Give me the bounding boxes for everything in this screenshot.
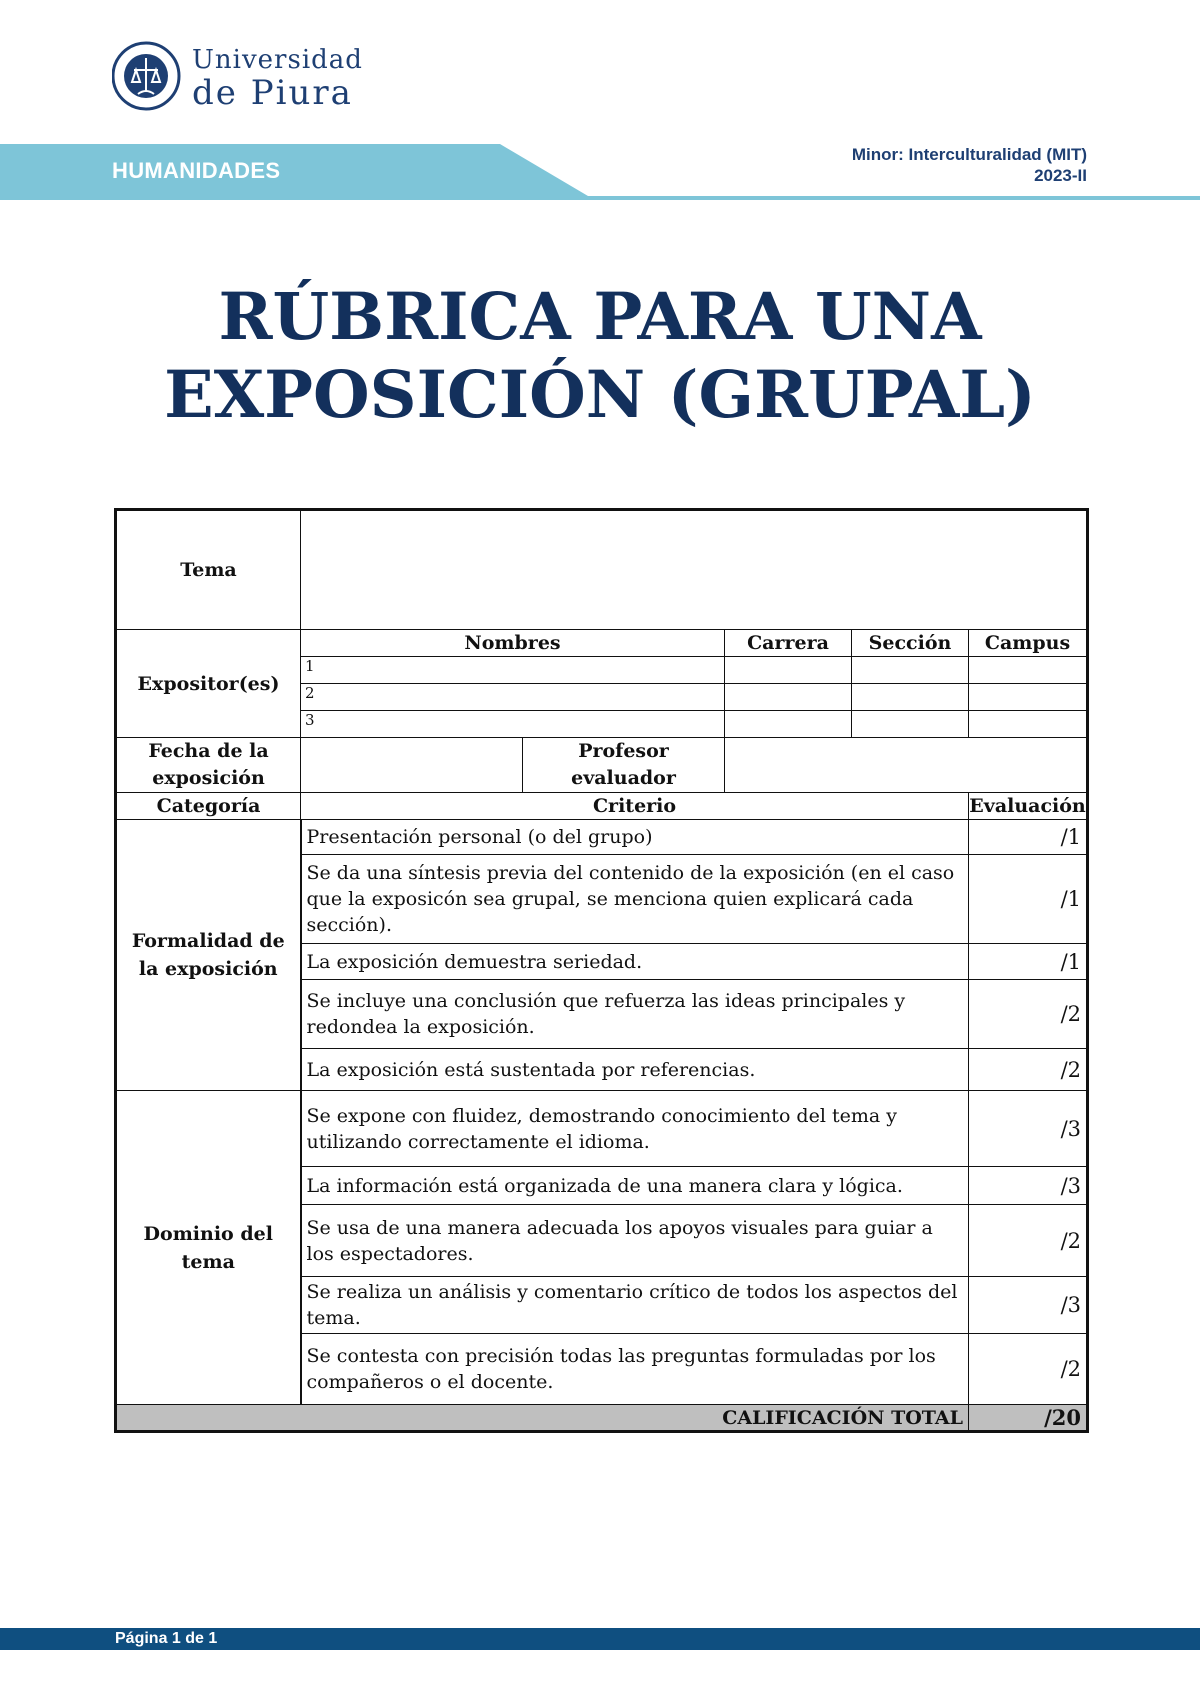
profesor-field[interactable]: [725, 738, 1088, 793]
criterion-score[interactable]: /3: [969, 1277, 1088, 1334]
tema-label: Tema: [116, 510, 301, 630]
total-label: CALIFICACIÓN TOTAL: [116, 1405, 969, 1432]
fecha-label: Fecha de la exposición: [116, 738, 301, 793]
tema-field[interactable]: [301, 510, 1088, 630]
minor-line: Minor: Interculturalidad (MIT): [851, 145, 1087, 164]
campus-field[interactable]: [969, 711, 1088, 738]
col-carrera: Carrera: [725, 630, 852, 657]
criterion-score[interactable]: /1: [969, 820, 1088, 855]
carrera-field[interactable]: [725, 711, 852, 738]
criterion-text: Se contesta con precisión todas las preguntas formuladas por los compañeros o el docente.: [301, 1334, 969, 1405]
page-number: Página 1 de 1: [115, 1630, 218, 1647]
minor-info: [852, 144, 1087, 186]
criterion-score[interactable]: /1: [969, 855, 1088, 944]
carrera-field[interactable]: [725, 657, 852, 684]
profesor-label: Profesor evaluador: [523, 738, 725, 793]
title-line1: RÚBRICA PARA UNA: [218, 279, 982, 355]
col-categoria: Categoría: [116, 793, 301, 820]
total-score[interactable]: /20: [969, 1405, 1088, 1432]
logo-line1: Universidad: [192, 45, 363, 75]
page-title: [0, 278, 1200, 434]
logo-line2: de Piura: [192, 73, 353, 113]
campus-field[interactable]: [969, 657, 1088, 684]
criterion-text: Se da una síntesis previa del contenido de la exposición (en el caso que la exposicón sea grupal, se menciona quien explicará cada sección).: [301, 855, 969, 944]
section-label: HUMANIDADES: [112, 158, 281, 183]
criterion-text: Se incluye una conclusión que refuerza las ideas principales y redondea la exposición.: [301, 980, 969, 1049]
criterion-text: Se usa de una manera adecuada los apoyos visuales para guiar a los espectadores.: [301, 1205, 969, 1277]
col-evaluacion: Evaluación: [969, 793, 1088, 820]
expositor-row-number[interactable]: 1: [301, 657, 725, 684]
campus-field[interactable]: [969, 684, 1088, 711]
term-label: 2023-II: [1034, 166, 1087, 185]
criterion-score[interactable]: /3: [969, 1167, 1088, 1205]
col-criterio: Criterio: [301, 793, 969, 820]
rubric-table: [114, 508, 1089, 1433]
col-seccion: Sección: [852, 630, 969, 657]
col-nombres: Nombres: [301, 630, 725, 657]
expositor-row-number[interactable]: 2: [301, 684, 725, 711]
category-formalidad: Formalidad de la exposición: [116, 820, 301, 1091]
category-dominio: Dominio del tema: [116, 1091, 301, 1405]
criterion-score[interactable]: /2: [969, 1049, 1088, 1091]
seccion-field[interactable]: [852, 711, 969, 738]
criterion-score[interactable]: /1: [969, 944, 1088, 980]
criterion-text: Se expone con fluidez, demostrando conocimiento del tema y utilizando correctamente el idioma.: [301, 1091, 969, 1167]
criterion-text: Presentación personal (o del grupo): [301, 820, 969, 855]
fecha-field[interactable]: [301, 738, 523, 793]
seccion-field[interactable]: [852, 684, 969, 711]
criterion-score[interactable]: /2: [969, 980, 1088, 1049]
expositor-row-number[interactable]: 3: [301, 711, 725, 738]
criterion-score[interactable]: /2: [969, 1205, 1088, 1277]
expositores-label: Expositor(es): [116, 630, 301, 738]
criterion-text: La exposición está sustentada por referencias.: [301, 1049, 969, 1091]
criterion-text: Se realiza un análisis y comentario crítico de todos los aspectos del tema.: [301, 1277, 969, 1334]
carrera-field[interactable]: [725, 684, 852, 711]
university-logo: [112, 30, 372, 122]
criterion-score[interactable]: /3: [969, 1091, 1088, 1167]
seccion-field[interactable]: [852, 657, 969, 684]
university-seal-icon: [112, 30, 372, 122]
criterion-text: La información está organizada de una manera clara y lógica.: [301, 1167, 969, 1205]
criterion-score[interactable]: /2: [969, 1334, 1088, 1405]
col-campus: Campus: [969, 630, 1088, 657]
title-line2: EXPOSICIÓN (GRUPAL): [164, 357, 1036, 433]
criterion-text: La exposición demuestra seriedad.: [301, 944, 969, 980]
